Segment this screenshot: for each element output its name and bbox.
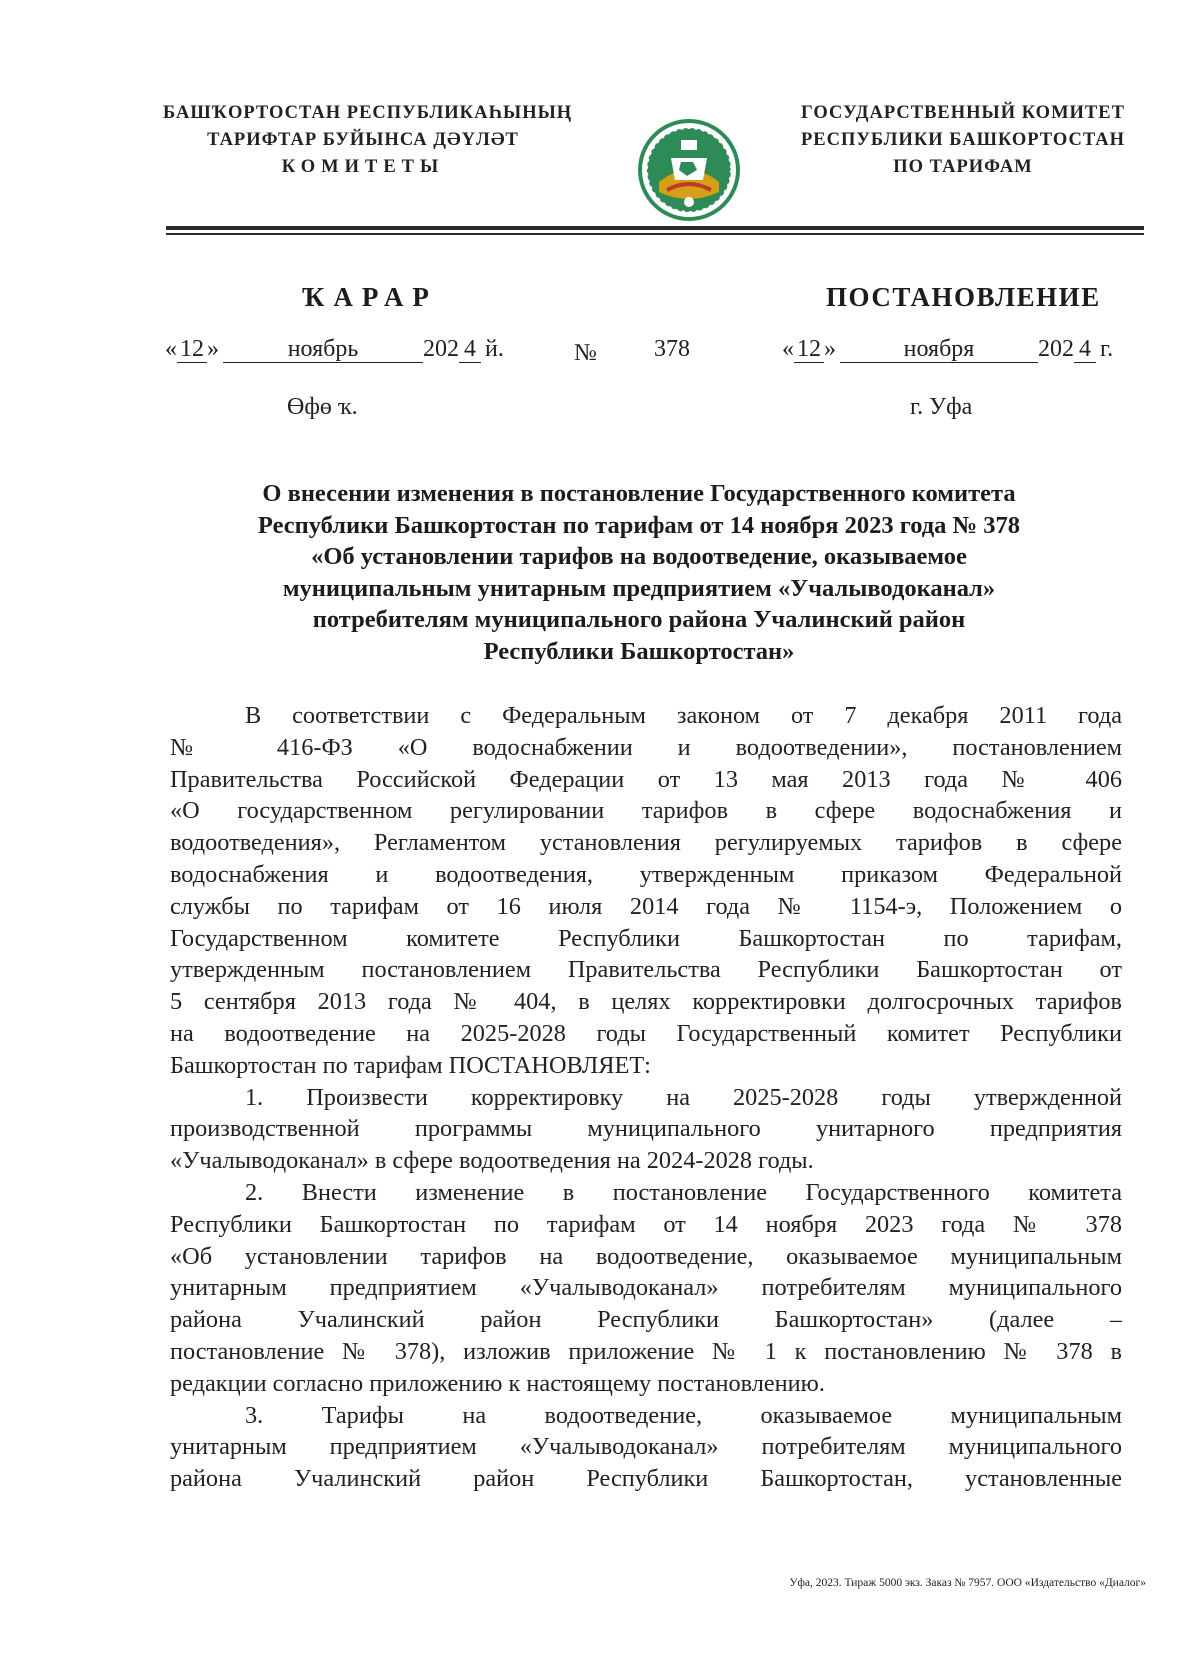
title-line: О внесении изменения в постановление Государственного комитета xyxy=(262,480,1016,507)
date-left-month: ноябрь xyxy=(223,337,423,363)
header-rule-thin xyxy=(166,233,1144,235)
date-left-year-digit: 4 xyxy=(459,337,481,363)
body-line: района Учалинский район Республики Башкортостан, установленные xyxy=(170,1465,1122,1493)
date-right-month: ноября xyxy=(840,337,1038,363)
postanovlenie-title: ПОСТАНОВЛЕНИЕ xyxy=(826,282,1101,312)
body-line: утвержденным постановлением Правительства Республики Башкортостан от xyxy=(170,956,1122,984)
date-left-day: 12 xyxy=(177,337,207,363)
body-line: района Учалинский район Республики Башкортостан» (далее – xyxy=(170,1306,1122,1334)
karar-title: ҠАРАР xyxy=(302,282,438,312)
body-line: на водоотведение на 2025-2028 годы Государственный комитет Республики xyxy=(170,1019,1122,1047)
title-line: Республики Башкортостан» xyxy=(483,637,795,665)
city-left: Өфө ҡ. xyxy=(287,394,358,420)
body-line: водоснабжения и водоотведения, утвержденным приказом Федеральной xyxy=(170,860,1122,888)
header-right-russian xyxy=(778,100,1148,181)
title-line: Республики Башкортостан по тарифам от 14 ноября 2023 года № 378 xyxy=(257,511,1021,539)
title-line: муниципальным унитарным предприятием «Учалыводоканал» xyxy=(282,574,996,602)
body-line: В соответствии с Федеральным законом от 7 декабря 2011 года xyxy=(245,702,1122,729)
body-line: 3. Тарифы на водоотведение, оказываемое муниципальным xyxy=(245,1401,1122,1429)
body-line: 2. Внести изменение в постановление Государственного комитета xyxy=(245,1178,1122,1206)
header-rule-thick xyxy=(166,226,1144,230)
header-left-line-1: БАШҠОРТОСТАН РЕСПУБЛИКАҺЫНЫҢ xyxy=(163,103,573,123)
title-line: потребителям муниципального района Учалинский район xyxy=(312,606,966,633)
body-line: 5 сентября 2013 года № 404, в целях корректировки долгосрочных тарифов xyxy=(170,988,1122,1016)
body-line: 1. Произвести корректировку на 2025-2028 годы утвержденной xyxy=(245,1083,1122,1111)
header-right-line-1: ГОСУДАРСТВЕННЫЙ КОМИТЕТ xyxy=(801,103,1125,123)
body-line: производственной программы муниципального унитарного предприятия xyxy=(170,1115,1122,1143)
body-line: № 416-ФЗ «О водоснабжении и водоотведении», постановлением xyxy=(170,733,1122,761)
document-title xyxy=(166,478,1112,667)
body-line: «О государственном регулировании тарифов в сфере водоснабжения и xyxy=(170,797,1122,825)
decree-number-sign: № xyxy=(574,340,597,366)
date-right: « 12 » ноября 202 4 г. xyxy=(782,336,1114,362)
body-line: унитарным предприятием «Учалыводоканал» потребителям муниципального xyxy=(170,1274,1122,1302)
body-line: Правительства Российской Федерации от 13 мая 2013 года № 406 xyxy=(170,765,1122,793)
city-right: г. Уфа xyxy=(910,394,973,420)
header-left-line-3: КОМИТЕТЫ xyxy=(281,157,445,177)
header-left-bashkir xyxy=(163,100,573,181)
body-line: Государственном комитете Республики Башкортостан по тарифам, xyxy=(170,924,1122,952)
body-line: службы по тарифам от 16 июля 2014 года № 1154-э, Положением о xyxy=(170,892,1122,920)
body-line: Республики Башкортостан по тарифам от 14 ноября 2023 года № 378 xyxy=(170,1210,1122,1238)
header-right-line-2: РЕСПУБЛИКИ БАШКОРТОСТАН xyxy=(800,130,1126,150)
date-right-year-digit: 4 xyxy=(1074,337,1096,363)
body-line: водоотведения», Регламентом установления регулируемых тарифов в сфере xyxy=(170,829,1122,857)
date-right-day: 12 xyxy=(794,337,824,363)
body-line: постановление № 378), изложив приложение № 1 к постановлению № 378 в xyxy=(170,1337,1122,1365)
body-line: редакции согласно приложению к настоящему постановлению. xyxy=(170,1369,825,1397)
decree-number: 378 xyxy=(654,336,690,362)
body-line: унитарным предприятием «Учалыводоканал» потребителям муниципального xyxy=(170,1433,1122,1461)
header-right-line-3: ПО ТАРИФАМ xyxy=(893,157,1033,177)
date-left: « 12 » ноябрь 202 4 й. xyxy=(165,336,504,362)
body-line: «Учалыводоканал» в сфере водоотведения на 2024-2028 годы. xyxy=(170,1147,814,1175)
document-body xyxy=(170,700,1122,1495)
body-line: Башкортостан по тарифам ПОСТАНОВЛЯЕТ: xyxy=(170,1051,651,1079)
body-line: «Об установлении тарифов на водоотведение, оказываемое муниципальным xyxy=(170,1242,1122,1270)
print-imprint: Уфа, 2023. Тираж 5000 экз. Заказ № 7957. ООО «Издательство «Диалог» xyxy=(789,1577,1146,1589)
header-left-line-2: ТАРИФТАР БУЙЫНСА ДӘҮЛӘТ xyxy=(207,130,519,150)
title-line: «Об установлении тарифов на водоотведение, оказываемое xyxy=(311,543,967,570)
coat-of-arms-emblem xyxy=(637,118,741,222)
